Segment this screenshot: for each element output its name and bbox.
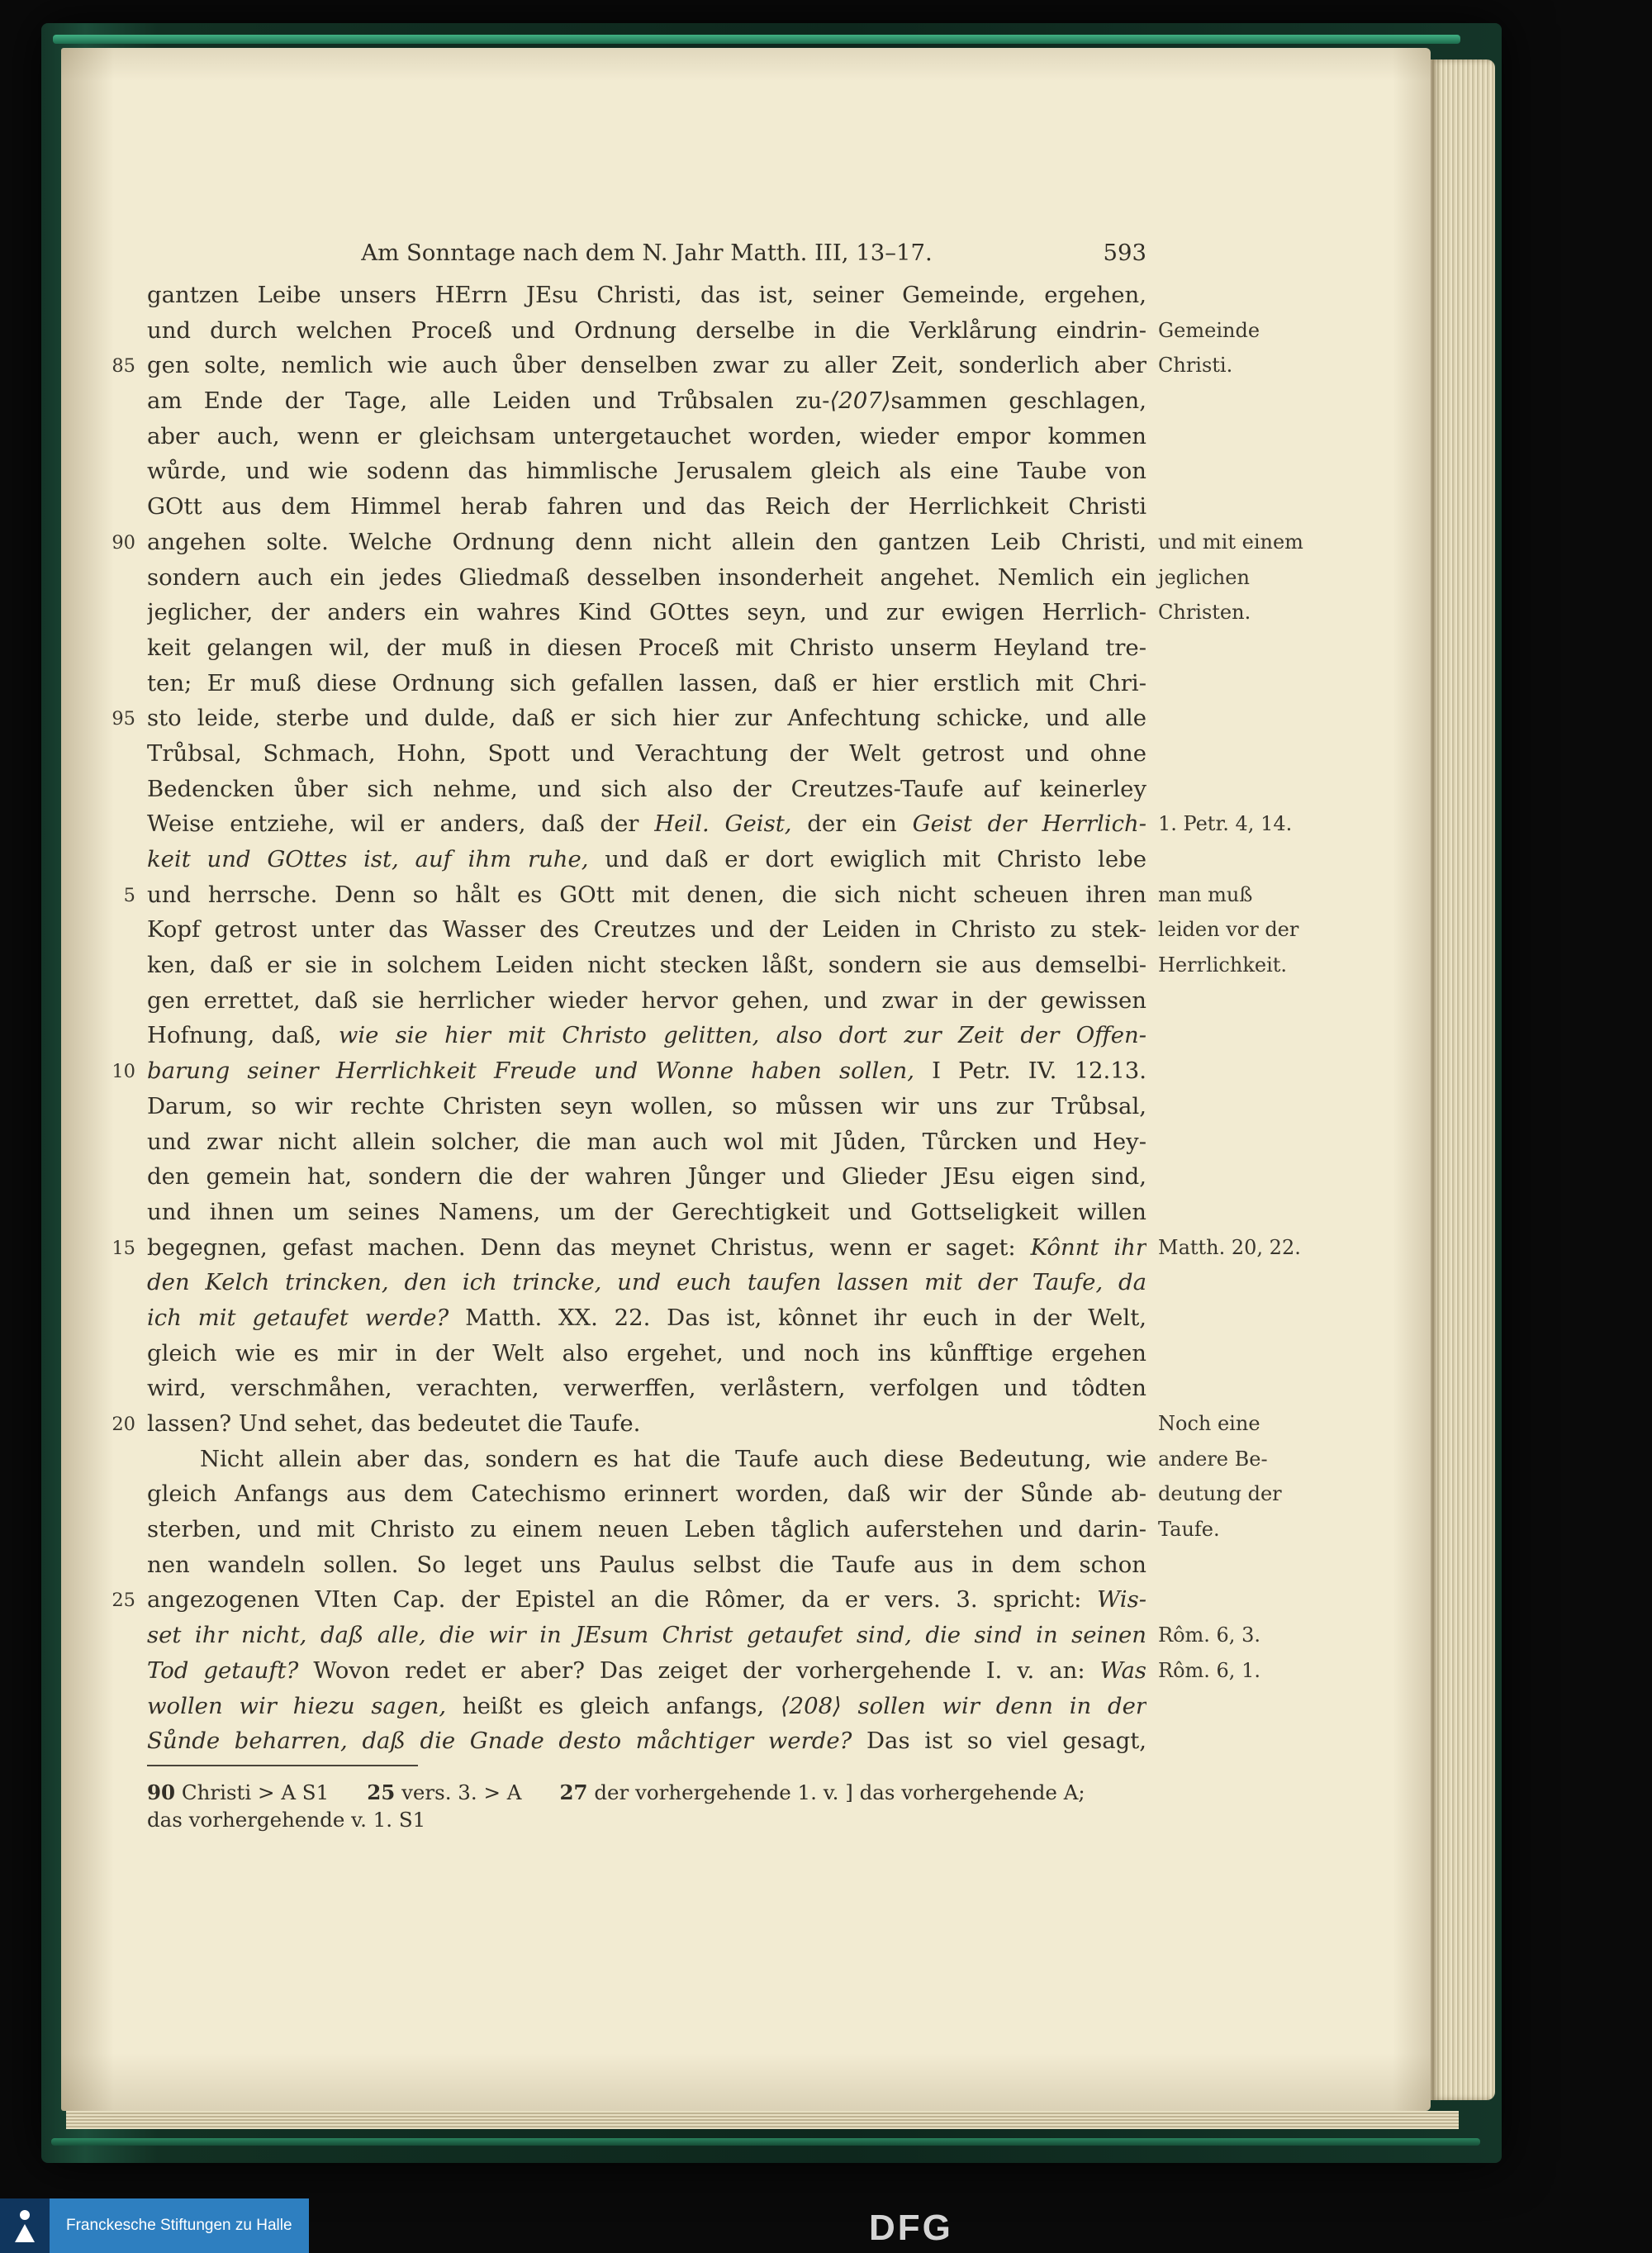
- text-line-content: barung seiner Herrlichkeit Freude und Wonne haben sollen, I Petr. IV. 12.13.: [147, 1058, 1146, 1085]
- line-number: [99, 842, 135, 877]
- margin-note: deutung der: [1158, 1482, 1282, 1506]
- line-number: [99, 278, 135, 313]
- text-line: [99, 1124, 1332, 1160]
- line-number: [99, 1089, 135, 1124]
- text-line-content: keit gelangen wil, der muß in diesen Proceß mit Christo unserm Heyland tre-: [147, 634, 1146, 661]
- text-line-content: sondern auch ein jedes Gliedmaß desselben insonderheit angehet. Nemlich ein: [147, 563, 1146, 591]
- line-number: [99, 736, 135, 772]
- line-number: [99, 489, 135, 525]
- margin-note: man muß: [1158, 882, 1253, 906]
- text-line-content: Tod getauft? Wovon redet er aber? Das zeiget der vorhergehende I. v. an: Was: [147, 1656, 1146, 1684]
- margin-note: [1158, 701, 1332, 736]
- text-line: [99, 1723, 1332, 1759]
- margin-note: Gemeinde: [1158, 318, 1260, 342]
- apparatus-entry: 25 vers. 3. > A: [367, 1780, 522, 1804]
- margin-note: Herrlichkeit.: [1158, 953, 1288, 977]
- library-stamp: [0, 2198, 309, 2253]
- line-number: [99, 1124, 135, 1160]
- text-line: [99, 1230, 1332, 1266]
- text-line: [99, 1371, 1332, 1406]
- line-number: [99, 313, 135, 349]
- line-number: [99, 1195, 135, 1230]
- line-number: [99, 383, 135, 419]
- text-line: [99, 1406, 1332, 1442]
- text-line-content: set ihr nicht, daß alle, die wir in JEsum Christ getaufet sind, die sind in seinen: [147, 1622, 1146, 1649]
- text-line-content: angehen solte. Welche Ordnung denn nicht allein den gantzen Leib Christi,: [147, 528, 1146, 555]
- cover-top-edge: [53, 35, 1460, 44]
- margin-note: [1158, 489, 1332, 525]
- line-number: [99, 1653, 135, 1689]
- text-line: [99, 1195, 1332, 1230]
- text-line: [99, 1689, 1332, 1724]
- text-line-content: GOtt aus dem Himmel herab fahren und das Reich der Herrlichkeit Christi: [147, 493, 1146, 520]
- line-number: [99, 666, 135, 701]
- text-line-content: gleich Anfangs aus dem Catechismo erinnert worden, daß wir der Sůnde ab-: [147, 1481, 1146, 1508]
- line-number: [99, 948, 135, 983]
- margin-note: [1158, 1723, 1332, 1759]
- text-line-content: Bedencken ůber sich nehme, und sich also der Creutzes-Taufe auf keinerley: [147, 775, 1146, 802]
- line-number: 20: [112, 1414, 135, 1435]
- margin-note: [1158, 772, 1332, 807]
- margin-note: [1158, 1018, 1332, 1053]
- text-line: [99, 419, 1332, 454]
- text-line-content: gleich wie es mir in der Welt also ergehet, und noch ins kůnfftige ergehen: [147, 1339, 1146, 1367]
- margin-note: Rôm. 6, 1.: [1158, 1658, 1260, 1682]
- text-line: [99, 983, 1332, 1019]
- text-line: [99, 948, 1332, 983]
- line-number: [99, 1300, 135, 1336]
- line-number: 95: [112, 708, 135, 730]
- text-line-content: angezogenen VIten Cap. der Epistel an die Rômer, da er vers. 3. spricht: Wis-: [147, 1586, 1146, 1614]
- text-line: [99, 595, 1332, 630]
- apparatus-entry: 27 der vorhergehende 1. v. ] das vorhergehende A;: [559, 1780, 1085, 1804]
- margin-note: [1158, 1371, 1332, 1406]
- text-line: [99, 1300, 1332, 1336]
- text-line: [99, 1018, 1332, 1053]
- apparatus-entry: 90 Christi > A S1: [147, 1780, 330, 1804]
- margin-note: [1158, 1336, 1332, 1371]
- margin-note: [1158, 630, 1332, 666]
- text-line-content: lassen? Und sehet, das bedeutet die Taufe.: [147, 1410, 641, 1437]
- line-number: [99, 630, 135, 666]
- line-number: [99, 1371, 135, 1406]
- text-line-content: Trůbsal, Schmach, Hohn, Spott und Verachtung der Welt getrost und ohne: [147, 739, 1146, 767]
- margin-note: Christi.: [1158, 354, 1233, 378]
- margin-note: [1158, 1547, 1332, 1583]
- text-line: [99, 313, 1332, 349]
- dfg-logo: DFG: [869, 2208, 953, 2248]
- line-number: 25: [112, 1590, 135, 1612]
- text-line-content: keit und GOttes ist, auf ihm ruhe, und daß er dort ewiglich mit Christo lebe: [147, 846, 1146, 872]
- text-line-content: und zwar nicht allein solcher, die man auch wol mit Jůden, Tůrcken und Hey-: [147, 1128, 1146, 1155]
- line-number: [99, 1265, 135, 1300]
- text-line: [99, 1582, 1332, 1618]
- line-number: 5: [123, 884, 135, 906]
- text-line: [99, 525, 1332, 560]
- margin-note: andere Be-: [1158, 1447, 1268, 1471]
- text-line: [99, 1476, 1332, 1512]
- line-number: [99, 1018, 135, 1053]
- line-number: [99, 1476, 135, 1512]
- line-number: [99, 454, 135, 489]
- text-line: [99, 806, 1332, 842]
- margin-note: [1158, 1053, 1332, 1089]
- text-line: [99, 489, 1332, 525]
- text-line: [99, 454, 1332, 489]
- text-line: [99, 842, 1332, 877]
- text-line-content: sterben, und mit Christo zu einem neuen Leben tåglich auferstehen und darin-: [147, 1516, 1146, 1543]
- margin-note: [1158, 1582, 1332, 1618]
- text-line: [99, 1336, 1332, 1371]
- footnote-rule: [147, 1765, 418, 1766]
- text-line: [99, 701, 1332, 736]
- line-number: [99, 806, 135, 842]
- text-line: [99, 1653, 1332, 1689]
- margin-note: Rôm. 6, 3.: [1158, 1623, 1260, 1647]
- text-line: [99, 666, 1332, 701]
- margin-note: [1158, 1300, 1332, 1336]
- text-line: [99, 348, 1332, 383]
- text-line: [99, 1512, 1332, 1547]
- text-line-content: Darum, so wir rechte Christen seyn wollen, so můssen wir uns zur Trůbsal,: [147, 1092, 1146, 1119]
- line-number: [99, 1336, 135, 1371]
- text-line-content: den gemein hat, sondern die der wahren Jůnger und Glieder JEsu eigen sind,: [147, 1163, 1146, 1191]
- text-line: [99, 630, 1332, 666]
- margin-note: [1158, 1195, 1332, 1230]
- library-label-text: Franckesche Stiftungen zu Halle: [50, 2198, 309, 2253]
- text-line: [99, 278, 1332, 313]
- text-line-content: ten; Er muß diese Ordnung sich gefallen lassen, daß er hier erstlich mit Chri-: [147, 669, 1146, 696]
- text-line-content: und durch welchen Proceß und Ordnung derselbe in die Verklårung eindrin-: [147, 316, 1146, 344]
- text-line: [99, 912, 1332, 948]
- margin-note: [1158, 278, 1332, 313]
- line-number: [99, 419, 135, 454]
- book-cover: [41, 23, 1502, 2163]
- margin-note: [1158, 1159, 1332, 1195]
- margin-note: leiden vor der: [1158, 918, 1299, 942]
- text-line-content: ich mit getaufet werde? Matth. XX. 22. Das ist, kônnet ihr euch in der Welt,: [147, 1304, 1146, 1331]
- line-number: [99, 560, 135, 596]
- margin-note: [1158, 983, 1332, 1019]
- line-number: [99, 1159, 135, 1195]
- line-number: [99, 772, 135, 807]
- page-edge-stack-bottom: [66, 2111, 1459, 2129]
- text-line-content: Nicht allein aber das, sondern es hat die Taufe auch diese Bedeutung, wie: [200, 1445, 1146, 1472]
- margin-note: [1158, 1265, 1332, 1300]
- line-number: [99, 1512, 135, 1547]
- text-line: [99, 1547, 1332, 1583]
- page-number: 593: [1103, 240, 1146, 266]
- book-page: [61, 48, 1431, 2111]
- text-line-content: wollen wir hiezu sagen, heißt es gleich anfangs, ⟨208⟩ sollen wir denn in der: [147, 1692, 1146, 1719]
- margin-note: [1158, 1689, 1332, 1724]
- margin-note: [1158, 666, 1332, 701]
- apparatus-footnotes: [147, 1765, 1146, 1833]
- margin-note: Christen.: [1158, 601, 1251, 625]
- text-line-content: wůrde, und wie sodenn das himmlische Jerusalem gleich als eine Taube von: [147, 458, 1146, 485]
- text-line-content: und herrsche. Denn so hålt es GOtt mit denen, die sich nicht scheuen ihren: [147, 881, 1146, 908]
- text-line-content: und ihnen um seines Namens, um der Gerechtigkeit und Gottseligkeit willen: [147, 1198, 1146, 1225]
- running-title: Am Sonntage nach dem N. Jahr Matth. III, 13–17.: [361, 240, 933, 266]
- text-line: [99, 1053, 1332, 1089]
- text-line: [99, 1089, 1332, 1124]
- text-line-content: jeglicher, der anders ein wahres Kind GOttes seyn, und zur ewigen Herrlich-: [147, 599, 1146, 626]
- text-line-content: aber auch, wenn er gleichsam untergetauchet worden, wieder empor kommen: [147, 422, 1146, 449]
- text-line: [99, 736, 1332, 772]
- page-edge-stack-right: [1431, 59, 1495, 2100]
- text-line-content: Sůnde beharren, daß die Gnade desto måchtiger werde? Das ist so viel gesagt,: [147, 1728, 1146, 1755]
- text-line-content: begegnen, gefast machen. Denn das meynet Christus, wenn er saget: Kônnt ihr: [147, 1233, 1146, 1261]
- line-number: [99, 1723, 135, 1759]
- margin-note: [1158, 454, 1332, 489]
- margin-note: [1158, 842, 1332, 877]
- text-line: [99, 560, 1332, 596]
- text-line-content: Hofnung, daß, wie sie hier mit Christo gelitten, also dort zur Zeit der Offen-: [147, 1022, 1146, 1049]
- margin-note: [1158, 1124, 1332, 1160]
- margin-note: 1. Petr. 4, 14.: [1158, 812, 1293, 836]
- text-line-content: gantzen Leibe unsers HErrn JEsu Christi, das ist, seiner Gemeinde, ergehen,: [147, 282, 1146, 308]
- text-line-content: den Kelch trincken, den ich trincke, und euch taufen lassen mit der Taufe, da: [147, 1269, 1146, 1296]
- line-number: 10: [112, 1061, 135, 1083]
- margin-note: [1158, 383, 1332, 419]
- margin-note: [1158, 736, 1332, 772]
- line-number: [99, 912, 135, 948]
- margin-note: Noch eine: [1158, 1412, 1260, 1435]
- text-line: [99, 383, 1332, 419]
- text-block: [99, 278, 1332, 1759]
- line-number: [99, 1442, 135, 1477]
- text-line-content: Kopf getrost unter das Wasser des Creutzes und der Leiden in Christo zu stek-: [147, 916, 1146, 944]
- margin-note: Matth. 20, 22.: [1158, 1235, 1301, 1259]
- margin-note: Taufe.: [1158, 1518, 1220, 1542]
- text-line-content: gen solte, nemlich wie auch ůber denselben zwar zu aller Zeit, sonderlich aber: [147, 352, 1146, 379]
- margin-note: jeglichen: [1158, 565, 1250, 589]
- footnote-line: das vorhergehende v. 1. S1: [147, 1808, 426, 1832]
- text-line: [99, 877, 1332, 913]
- margin-note: und mit einem: [1158, 530, 1303, 554]
- line-number: 90: [112, 531, 135, 554]
- line-number: [99, 1618, 135, 1653]
- text-line-content: Weise entziehe, wil er anders, daß der Heil. Geist, der ein Geist der Herrlich-: [147, 810, 1146, 838]
- line-number: [99, 595, 135, 630]
- text-line: [99, 1265, 1332, 1300]
- line-number: 85: [112, 355, 135, 378]
- text-line-content: nen wandeln sollen. So leget uns Paulus selbst die Taufe aus in dem schon: [147, 1551, 1146, 1578]
- text-line-content: am Ende der Tage, alle Leiden und Trůbsalen zu-⟨207⟩sammen geschlagen,: [147, 387, 1146, 415]
- text-line: [99, 772, 1332, 807]
- line-number: [99, 1547, 135, 1583]
- text-line-content: gen errettet, daß sie herrlicher wieder hervor gehen, und zwar in der gewissen: [147, 986, 1146, 1014]
- line-number: [99, 983, 135, 1019]
- cover-bottom-edge: [51, 2138, 1480, 2146]
- margin-note: [1158, 1089, 1332, 1124]
- footnote-line: [147, 1779, 1146, 1806]
- text-line: [99, 1442, 1332, 1477]
- page-header: [147, 240, 1146, 273]
- line-number: 15: [112, 1237, 135, 1259]
- text-line: [99, 1618, 1332, 1653]
- margin-note: [1158, 419, 1332, 454]
- line-number: [99, 1689, 135, 1724]
- library-logo-icon: [0, 2198, 50, 2253]
- text-line: [99, 1159, 1332, 1195]
- text-line-content: sto leide, sterbe und dulde, daß er sich hier zur Anfechtung schicke, und alle: [147, 705, 1146, 732]
- text-line-content: ken, daß er sie in solchem Leiden nicht stecken låßt, sondern sie aus demselbi-: [147, 952, 1146, 979]
- text-line-content: wird, verschmåhen, verachten, verwerffen, verlåstern, verfolgen und tôdten: [147, 1375, 1146, 1402]
